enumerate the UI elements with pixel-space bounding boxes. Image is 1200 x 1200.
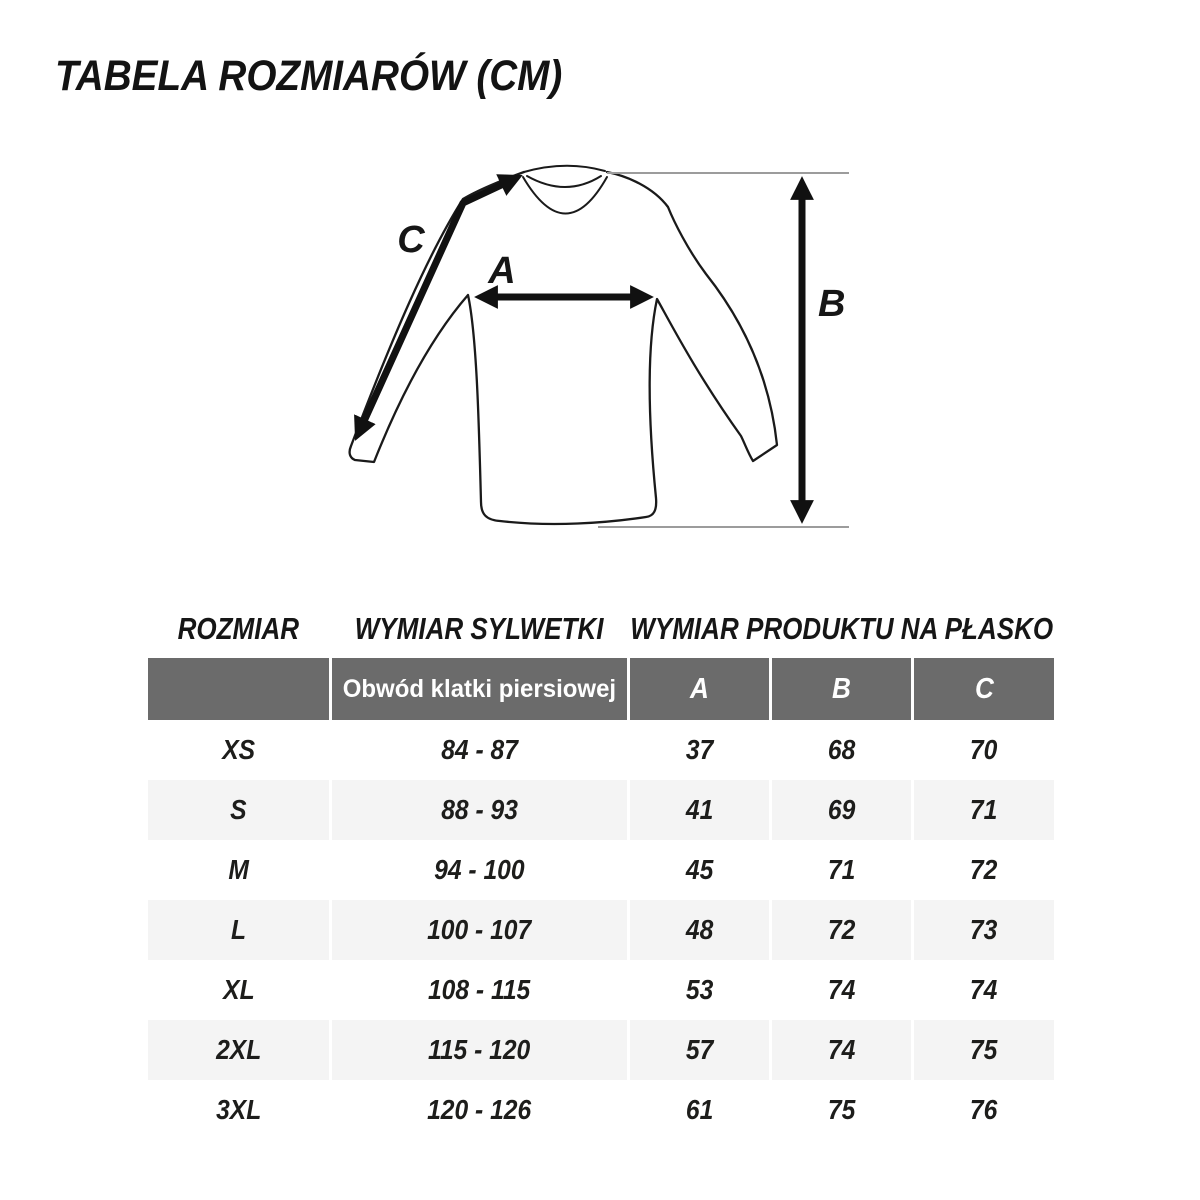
c-value: 70 bbox=[970, 734, 998, 765]
group-header-product bbox=[630, 600, 1054, 658]
table-row-m-b bbox=[772, 840, 911, 900]
label-c: C bbox=[397, 219, 425, 261]
c-value: 76 bbox=[970, 1094, 998, 1125]
label-a: A bbox=[488, 250, 516, 292]
measure-arrow-c bbox=[360, 180, 512, 430]
size-value: XL bbox=[222, 974, 255, 1005]
table-row-xl-a bbox=[630, 960, 769, 1020]
subheader-c-cell bbox=[914, 658, 1054, 720]
b-value: 71 bbox=[827, 854, 856, 885]
table-row-2xl-a bbox=[630, 1020, 769, 1080]
table-row-s-b bbox=[772, 780, 911, 840]
table-row-3xl-b bbox=[772, 1080, 911, 1140]
table-row-3xl-size bbox=[148, 1080, 329, 1140]
subheader-a-cell bbox=[630, 658, 769, 720]
table-row-xs-a bbox=[630, 720, 769, 780]
group-header-body-label: WYMIAR SYLWETKI bbox=[355, 611, 604, 646]
subheader-c-label: C bbox=[974, 672, 994, 705]
c-value: 72 bbox=[970, 854, 998, 885]
a-value: 48 bbox=[685, 914, 714, 945]
table-row-2xl-size bbox=[148, 1020, 329, 1080]
table-row-s-c bbox=[914, 780, 1054, 840]
chest-value: 94 - 100 bbox=[434, 854, 525, 885]
size-value: L bbox=[230, 914, 247, 945]
table-row-2xl-chest bbox=[332, 1020, 627, 1080]
size-value: M bbox=[228, 854, 249, 885]
c-value: 75 bbox=[970, 1034, 998, 1065]
subheader-chest-label: Obwód klatki piersiowej bbox=[342, 674, 617, 703]
a-value: 41 bbox=[685, 794, 714, 825]
table-row-m-size bbox=[148, 840, 329, 900]
table-row-s-chest bbox=[332, 780, 627, 840]
group-header-size bbox=[148, 600, 329, 658]
a-value: 45 bbox=[685, 854, 714, 885]
a-value: 37 bbox=[685, 734, 714, 765]
c-value: 71 bbox=[970, 794, 998, 825]
size-value: 2XL bbox=[215, 1034, 262, 1065]
table-row-xl-b bbox=[772, 960, 911, 1020]
table-row-l-chest bbox=[332, 900, 627, 960]
table-row-s-a bbox=[630, 780, 769, 840]
a-value: 53 bbox=[685, 974, 714, 1005]
subheader-empty-cell bbox=[148, 658, 329, 720]
table-row-xl-c bbox=[914, 960, 1054, 1020]
chest-value: 120 - 126 bbox=[427, 1094, 532, 1125]
table-row-xl-chest bbox=[332, 960, 627, 1020]
a-value: 61 bbox=[685, 1094, 714, 1125]
b-value: 68 bbox=[827, 734, 856, 765]
size-value: 3XL bbox=[215, 1094, 262, 1125]
chest-value: 88 - 93 bbox=[441, 794, 518, 825]
b-value: 75 bbox=[827, 1094, 856, 1125]
chest-value: 84 - 87 bbox=[441, 734, 518, 765]
size-value: S bbox=[230, 794, 247, 825]
table-row-2xl-c bbox=[914, 1020, 1054, 1080]
label-b: B bbox=[818, 283, 846, 325]
group-header-product-label: WYMIAR PRODUKTU NA PŁASKO bbox=[630, 611, 1054, 646]
collar bbox=[523, 166, 607, 214]
table-row-l-c bbox=[914, 900, 1054, 960]
table-row-3xl-chest bbox=[332, 1080, 627, 1140]
table-row-s-size bbox=[148, 780, 329, 840]
size-table bbox=[148, 600, 1054, 1140]
subheader-b-label: B bbox=[832, 672, 851, 705]
table-row-3xl-c bbox=[914, 1080, 1054, 1140]
b-value: 72 bbox=[827, 914, 856, 945]
c-value: 74 bbox=[970, 974, 998, 1005]
b-value: 69 bbox=[827, 794, 856, 825]
table-row-xs-chest bbox=[332, 720, 627, 780]
table-row-m-a bbox=[630, 840, 769, 900]
table-row-l-size bbox=[148, 900, 329, 960]
table-row-xl-size bbox=[148, 960, 329, 1020]
b-value: 74 bbox=[827, 974, 856, 1005]
group-header-size-label: ROZMIAR bbox=[177, 611, 300, 646]
subheader-a-label: A bbox=[690, 672, 709, 705]
b-value: 74 bbox=[827, 1034, 856, 1065]
subheader-b-cell bbox=[772, 658, 911, 720]
chest-value: 115 - 120 bbox=[428, 1034, 531, 1065]
page-title: TABELA ROZMIARÓW (CM) bbox=[55, 52, 563, 100]
group-header-body bbox=[332, 600, 627, 658]
subheader-chest-cell bbox=[332, 658, 627, 720]
table-row-l-a bbox=[630, 900, 769, 960]
table-row-xs-size bbox=[148, 720, 329, 780]
chest-value: 108 - 115 bbox=[428, 974, 531, 1005]
table-row-m-c bbox=[914, 840, 1054, 900]
a-value: 57 bbox=[685, 1034, 714, 1065]
table-row-xs-b bbox=[772, 720, 911, 780]
measurement-arrows bbox=[360, 180, 802, 512]
table-row-3xl-a bbox=[630, 1080, 769, 1140]
size-value: XS bbox=[222, 734, 255, 765]
chest-value: 100 - 107 bbox=[427, 914, 532, 945]
guide-lines bbox=[598, 173, 849, 527]
c-value: 73 bbox=[970, 914, 998, 945]
table-row-xs-c bbox=[914, 720, 1054, 780]
table-row-2xl-b bbox=[772, 1020, 911, 1080]
table-row-m-chest bbox=[332, 840, 627, 900]
table-row-l-b bbox=[772, 900, 911, 960]
